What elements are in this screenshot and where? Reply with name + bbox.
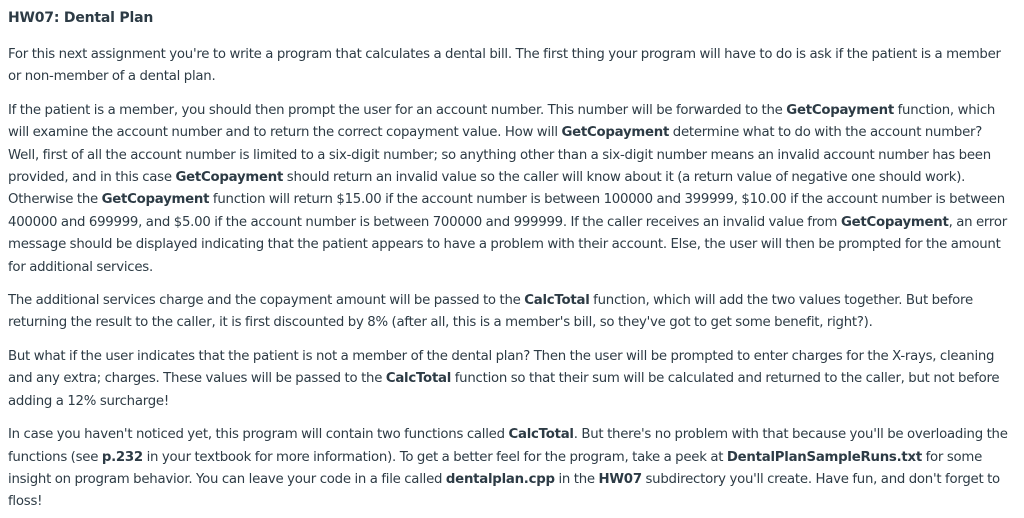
bold-term: CalcTotal [508, 427, 574, 443]
text-run: In case you haven't noticed yet, this program will contain two functions called [8, 427, 509, 443]
paragraph-1 [8, 44, 1014, 89]
text-run: For this next assignment you're to write a program that calculates a dental bill. The first thing your program will have to do is ask if the patient is a member or non-member of a dental plan. [8, 47, 1001, 85]
text-run: The additional services charge and the copayment amount will be passed to the [8, 293, 525, 309]
text-run: in your textbook for more information). To get a better feel for the program, take a peek at [142, 449, 727, 465]
text-run: function will return $15.00 if the account number is between 100000 and 399999, $10.00 if the account number is between 400000 and 699999, and $5.00 if the account number is between 700000 and 999999. If the caller receives an invalid value from [8, 192, 1005, 230]
bold-term: GetCopayment [840, 214, 949, 230]
text-run: . But there's no problem with that because you'll be overloading the functions (see [8, 427, 1008, 465]
bold-term: GetCopayment [175, 170, 284, 186]
text-run: function, which will add the two values together. But before returning the result to the caller, it is first discounted by 8% (after all, this is a member's bill, so they've got to get some benefit, right?). [8, 293, 973, 331]
text-run: in the [554, 471, 599, 487]
paragraph-2 [8, 100, 1014, 279]
paragraph-5 [8, 424, 1014, 514]
text-run: determine what to do with the account number? Well, first of all the account number is limited to a six-digit number; so anything other than a six-digit number means an invalid account number has been provided, and in this case [8, 125, 991, 186]
text-run: for some insight on program behavior. You can leave your code in a file called [8, 449, 983, 487]
text-run: should return an invalid value so the caller will know about it (a return value of negative one should work). Otherwise the [8, 170, 966, 208]
text-run: subdirectory you'll create. Have fun, and don't forget to floss! [8, 471, 1000, 510]
bold-term: p.232 [101, 449, 143, 465]
paragraph-4 [8, 346, 1014, 413]
text-run: But what if the user indicates that the patient is not a member of the dental plan? Then the user will be prompted to enter charges for the X-rays, cleaning and any extra; charges. These values will be passed to the [8, 348, 995, 387]
text-run: function so that their sum will be calculated and returned to the caller, but not before adding a 12% surcharge! [8, 371, 1000, 409]
paragraph-3 [8, 290, 1014, 335]
bold-term: DentalPlanSampleRuns.txt [726, 449, 922, 465]
assignment-body [8, 44, 1014, 514]
text-run: , an error message should be displayed indicating that the patient appears to have a problem with their account. Else, the user will then be prompted for the amount for additional services. [8, 214, 1007, 275]
bold-term: CalcTotal [385, 371, 452, 387]
bold-term: dentalplan.cpp [445, 471, 555, 487]
page-title: HW07: Dental Plan [8, 10, 154, 26]
bold-term: GetCopayment [561, 125, 670, 141]
bold-term: GetCopayment [101, 192, 210, 208]
bold-term: CalcTotal [524, 293, 590, 309]
bold-term: GetCopayment [786, 102, 894, 118]
bold-term: HW07 [598, 471, 642, 487]
text-run: function, which will examine the account number and to return the correct copayment value. How will [8, 102, 996, 141]
text-run: If the patient is a member, you should then prompt the user for an account number. This number will be forwarded to the [8, 102, 787, 118]
